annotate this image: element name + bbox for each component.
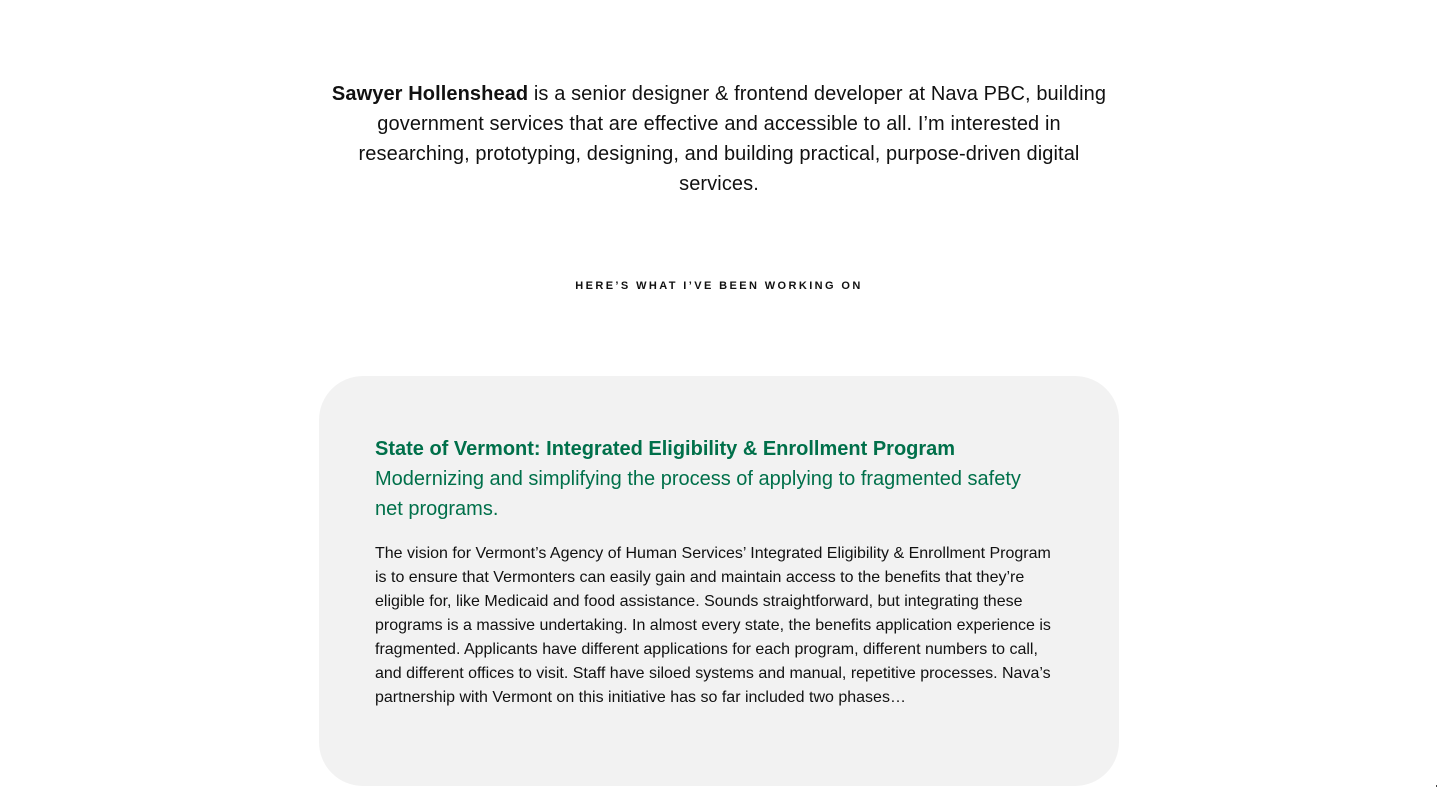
author-name: Sawyer Hollenshead bbox=[331, 83, 529, 105]
intro-paragraph bbox=[319, 79, 1119, 199]
project-description: The vision for Vermont’s Agency of Human Services’ Integrated Eligibility & Enrollment Program is to ensure that Vermonters can easily gain and maintain access to the benefits that they’re eligible for, like Medicaid and food assistance. Sounds straightforward, but integrating these programs is a massive undertaking. In almost every state, the benefits application experience is fragmented. Applicants have different applications for each program, different numbers to call, and different offices to visit. Staff have siloed systems and manual, repetitive processes. Nava’s partnership with Vermont on this initiative has so far included two phases… bbox=[375, 545, 1051, 706]
project-title[interactable]: State of Vermont: Integrated Eligibility & Enrollment Program bbox=[375, 438, 956, 460]
project-subtitle: Modernizing and simplifying the process of applying to fragmented safety net programs. bbox=[375, 468, 1021, 520]
project-card-vermont[interactable] bbox=[319, 376, 1119, 786]
intro-text: is a senior designer & frontend developer at Nava PBC, building government services that are effective and accessible to all. I’m interested in researching, prototyping, designing, and building practical, purpose-driven digital services. bbox=[358, 83, 1107, 195]
section-heading: HERE’S WHAT I’VE BEEN WORKING ON bbox=[575, 280, 863, 292]
